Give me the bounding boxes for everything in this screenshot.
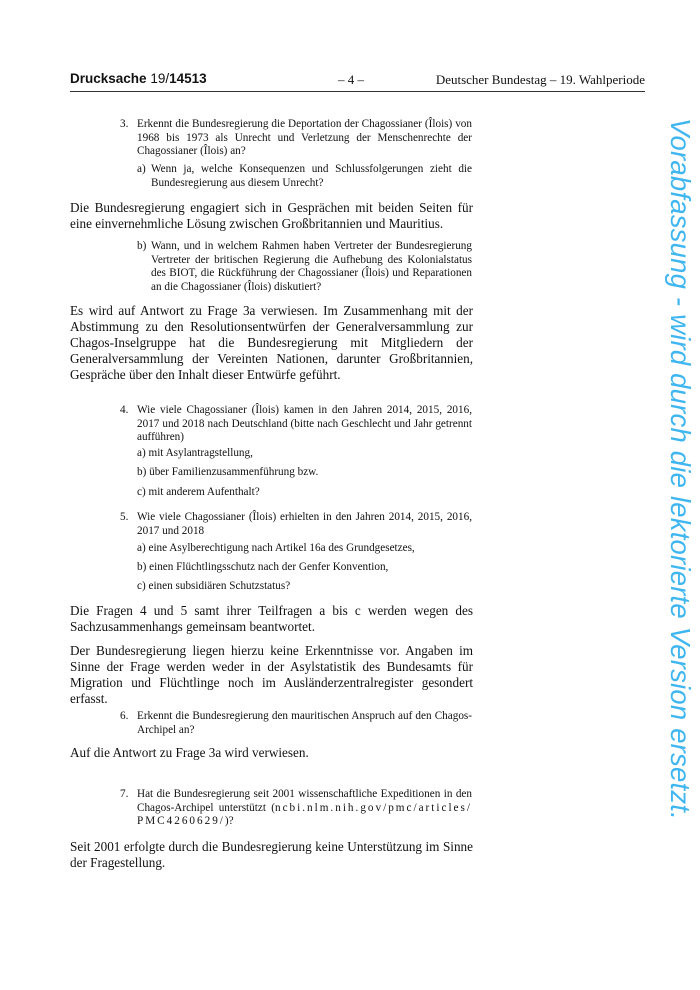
question-3b [137,240,472,294]
question-text: Hat die Bundesregierung seit 2001 wissenschaftliche Expeditionen in den Chagos-Archipel unterstützt ( [137,788,472,814]
doc-num: 14513 [169,71,207,86]
sub-label: a) [137,163,146,175]
question-number: 5. [120,511,129,523]
question-3a [137,163,472,190]
question-text: Wie viele Chagossianer (Îlois) erhielten in den Jahren 2014, 2015, 2016, 2017 und 2018 [137,511,472,537]
question-text-end: )? [224,815,234,827]
draft-watermark: Vorabfassung - wird durch die lektorierte Version ersetzt. [665,118,696,820]
question-text: Wie viele Chagossianer (Îlois) kamen in den Jahren 2014, 2015, 2016, 2017 und 2018 nach Deutschland (bitte nach Geschlecht und Jahr getrennt aufführen) [137,404,472,443]
answer-3b: Es wird auf Antwort zu Frage 3a verwiesen. Im Zusammenhang mit der Abstimmung zu den Resolutionsentwürfen der Generalversammlung zur Chagos-Inselgruppe hat die Bundesregierung mit Mitgliedern der Generalversammlung der Vereinten Nationen, darunter Großbritannien, Gespräche über den Inhalt dieser Entwürfe geführt. [70,303,473,382]
answer-6: Auf die Antwort zu Frage 3a wird verwiesen. [70,745,309,760]
answer-3a: Die Bundesregierung engagiert sich in Gesprächen mit beiden Seiten für eine einvernehmliche Lösung zwischen Großbritannien und Mauritius. [70,200,473,231]
answer-4-5-intro: Die Fragen 4 und 5 samt ihrer Teilfragen a bis c werden wegen des Sachzusammenhangs gemeinsam beantwortet. [70,603,473,634]
question-text: Erkennt die Bundesregierung die Deportation der Chagossianer (Îlois) von 1968 bis 1973 als Unrecht und Verletzung der Menschenrechte der Chagossianer (Îlois) an? [137,118,472,157]
question-text: Erkennt die Bundesregierung den mauritischen Anspruch auf den Chagos-Archipel an? [137,710,472,736]
question-7 [120,788,472,829]
question-4c: c) mit anderem Aufenthalt? [137,486,260,498]
parliament-label: Deutscher Bundestag – 19. Wahlperiode [435,72,645,87]
question-6 [120,710,472,737]
question-5c: c) einen subsidiären Schutzstatus? [137,580,291,592]
question-4a: a) mit Asylantragstellung, [137,447,253,459]
question-4b: b) über Familienzusammenführung bzw. [137,466,319,478]
page-header [70,71,645,92]
sub-text: Wenn ja, welche Konsequenzen und Schlussfolgerungen zieht die Bundesregierung aus diesem Unrecht? [151,163,472,189]
question-4 [120,404,472,445]
sub-label: b) [137,240,147,252]
article-link[interactable]: ncbi.nlm.nih.gov/pmc/articles/ PMC4260629/ [137,801,472,827]
question-number: 6. [120,710,129,722]
sub-text: Wann, und in welchem Rahmen haben Vertreter der Bundesregierung Vertreter der britischen Regierung die Aufhebung des Kolonialstatus des BIOT, die Rückführung der Chagossianer (Îlois) und Reparationen an die Chagossianer (Îlois) diskutiert? [151,240,472,293]
question-5b: b) einen Flüchtlingsschutz nach der Genfer Konvention, [137,561,389,573]
question-number: 7. [120,788,129,800]
page-number: – 4 – [338,72,364,87]
question-number: 3. [120,118,129,130]
question-number: 4. [120,404,129,416]
answer-4-5: Der Bundesregierung liegen hierzu keine Erkenntnisse vor. Angaben im Sinne der Frage werden weder in der Asylstatistik des Bundesamts für Migration und Flüchtlinge noch im Ausländerzentralregister gesondert erfasst. [70,643,473,706]
doc-label: Drucksache [70,71,147,86]
question-3 [120,118,472,159]
document-number [70,71,207,86]
question-5a: a) eine Asylberechtigung nach Artikel 16a des Grundgesetzes, [137,542,415,554]
doc-num-prefix: 19/ [150,71,170,86]
question-5 [120,511,472,538]
answer-7: Seit 2001 erfolgte durch die Bundesregierung keine Unterstützung im Sinne der Fragestellung. [70,839,473,870]
